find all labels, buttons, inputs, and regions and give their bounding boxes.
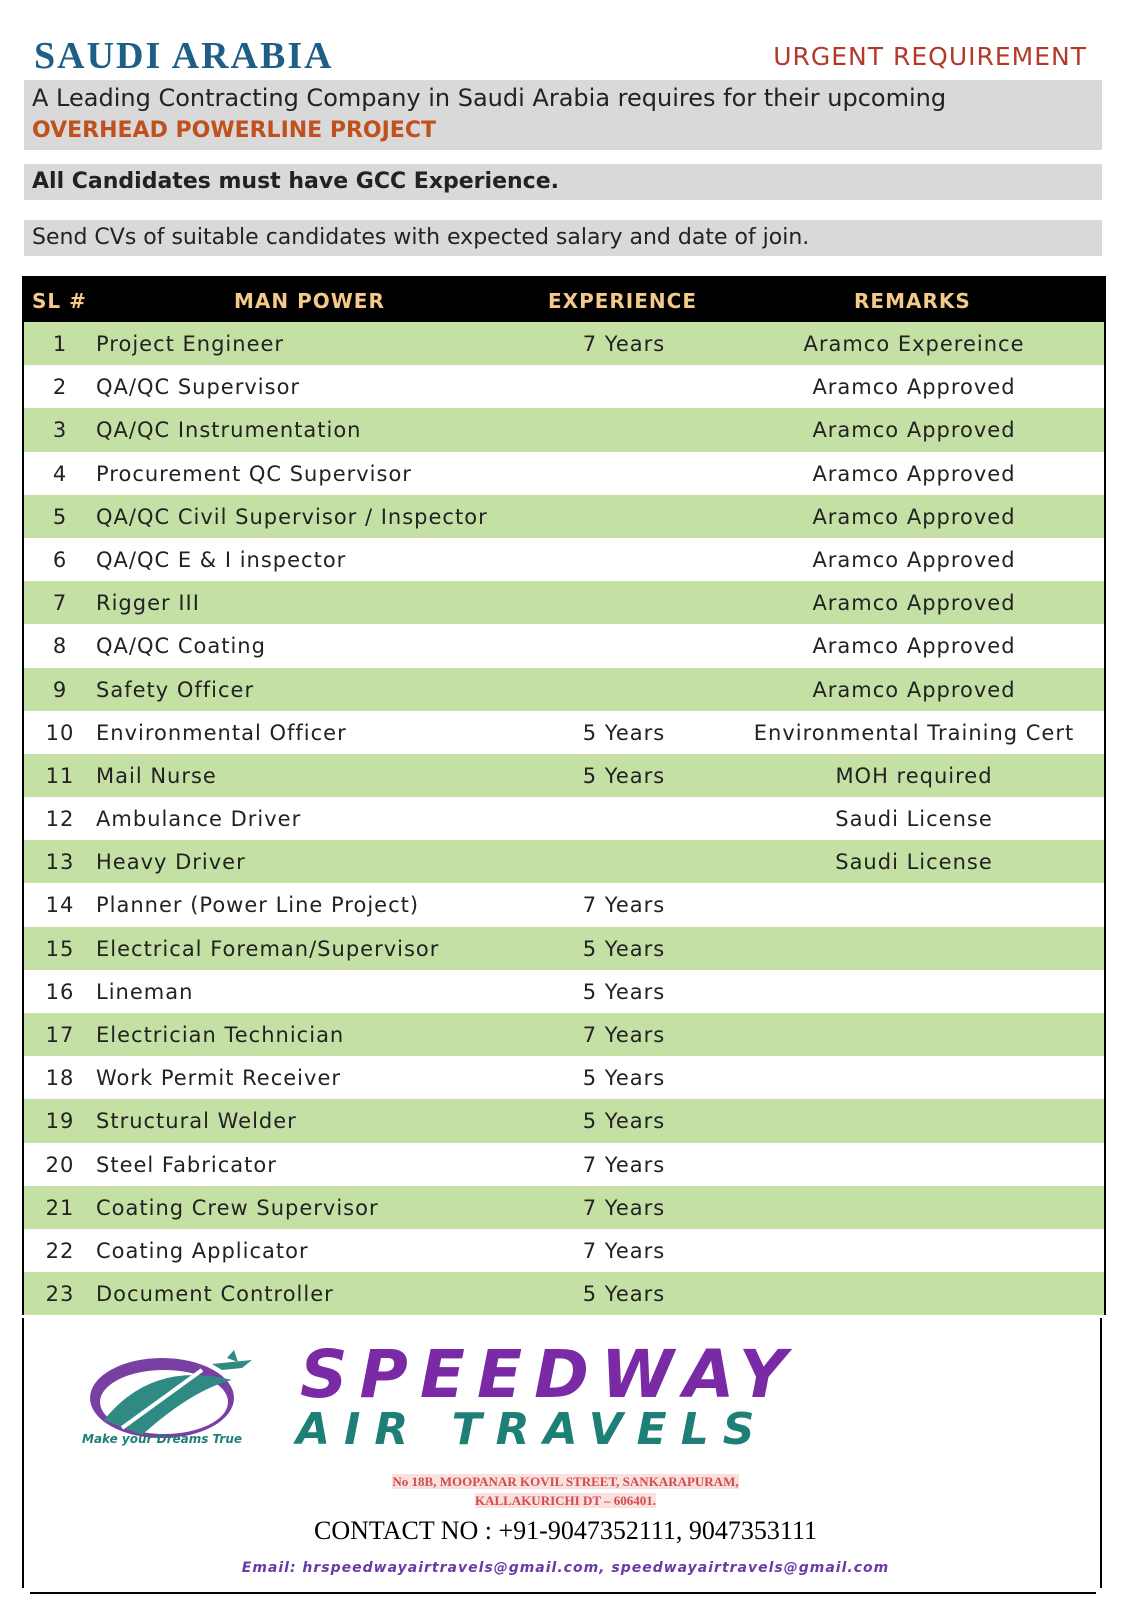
row-position: QA/QC Supervisor (96, 375, 301, 400)
email-addresses[interactable]: Email: hrspeedwayairtravels@gmail.com, speedwayairtravels@gmail.com (241, 1560, 890, 1576)
header-man-power: MAN POWER (234, 289, 385, 313)
row-position: Coating Crew Supervisor (96, 1195, 379, 1220)
row-experience: 7 Years (582, 893, 666, 918)
row-position: Planner (Power Line Project) (96, 893, 420, 918)
contact-numbers: CONTACT NO : +91-9047352111, 9047353111 (314, 1516, 817, 1545)
urgent-label: URGENT REQUIREMENT (773, 42, 1087, 71)
table-row (24, 452, 1104, 495)
row-position: QA/QC E & I inspector (96, 547, 347, 572)
intro-band (24, 80, 1102, 150)
row-sl: 20 (45, 1152, 75, 1177)
frame-right-border (1100, 1318, 1102, 1588)
row-sl: 14 (45, 893, 75, 918)
row-experience: 7 Years (582, 1023, 666, 1047)
row-position: Coating Applicator (96, 1238, 309, 1263)
row-experience: 5 Years (582, 979, 666, 1004)
table-header (24, 278, 1104, 322)
table-row (24, 1056, 1104, 1099)
row-sl: 7 (52, 591, 68, 616)
table-row (24, 408, 1104, 451)
row-remarks: Aramco Approved (812, 677, 1016, 702)
row-position: Electrical Foreman/Supervisor (96, 936, 440, 961)
gcc-notice-band (24, 164, 1102, 200)
row-sl: 18 (45, 1066, 75, 1091)
table-body (24, 322, 1104, 1315)
table-row (24, 1186, 1104, 1229)
row-experience: 7 Years (582, 1152, 666, 1177)
row-experience: 7 Years (582, 1238, 666, 1263)
address-text-1: No 18B, MOOPANAR KOVIL STREET, SANKARAPURAM, (392, 1474, 739, 1489)
row-position: Steel Fabricator (96, 1152, 277, 1177)
table-row (24, 538, 1104, 581)
row-position: Lineman (96, 979, 194, 1004)
row-remarks: Aramco Approved (812, 547, 1016, 572)
row-sl: 8 (52, 634, 68, 659)
row-position: Rigger III (96, 591, 200, 616)
send-cv-notice: Send CVs of suitable candidates with expected salary and date of join. (32, 225, 810, 250)
requirements-table (22, 276, 1106, 1315)
row-remarks: Saudi License (835, 850, 993, 875)
row-experience: 5 Years (582, 763, 666, 788)
table-row (24, 668, 1104, 711)
address-text-2: KALLAKURICHI DT – 606401. (474, 1493, 657, 1508)
gcc-notice: All Candidates must have GCC Experience. (32, 169, 559, 194)
intro-text: A Leading Contracting Company in Saudi Arabia requires for their upcoming (32, 84, 947, 112)
table-row (24, 1272, 1104, 1315)
table-row (24, 1143, 1104, 1186)
row-remarks: Aramco Approved (812, 634, 1016, 659)
table-row (24, 754, 1104, 797)
row-sl: 19 (45, 1109, 75, 1134)
table-row (24, 840, 1104, 883)
table-row (24, 883, 1104, 926)
row-position: QA/QC Instrumentation (96, 418, 362, 443)
row-sl: 1 (52, 332, 68, 356)
table-row (24, 711, 1104, 754)
row-remarks: Aramco Expereince (803, 332, 1025, 356)
table-row (24, 365, 1104, 408)
table-row (24, 1099, 1104, 1142)
row-experience: 5 Years (582, 936, 666, 961)
table-row (24, 322, 1104, 365)
row-remarks: Aramco Approved (812, 591, 1016, 616)
table-row (24, 581, 1104, 624)
row-position: Environmental Officer (96, 720, 347, 745)
row-remarks: MOH required (835, 763, 993, 788)
row-position: Mail Nurse (96, 763, 217, 788)
row-sl: 6 (52, 547, 68, 572)
bottom-rule (30, 1592, 1096, 1594)
table-row (24, 970, 1104, 1013)
row-experience: 7 Years (582, 1195, 666, 1220)
row-position: Project Engineer (96, 332, 285, 356)
header-sl: SL # (32, 289, 87, 313)
row-position: Procurement QC Supervisor (96, 461, 412, 486)
company-name-primary: SPEEDWAY (300, 1336, 799, 1413)
row-position: Heavy Driver (96, 850, 246, 875)
row-position: Safety Officer (96, 677, 255, 702)
address-line-2 (0, 1493, 1131, 1509)
row-experience: 5 Years (582, 1282, 666, 1307)
table-row (24, 927, 1104, 970)
table-row (24, 797, 1104, 840)
row-position: QA/QC Coating (96, 634, 266, 659)
row-experience: 5 Years (582, 1066, 666, 1091)
row-remarks: Aramco Approved (812, 461, 1016, 486)
send-cv-band (24, 220, 1102, 256)
row-sl: 12 (45, 807, 75, 832)
row-experience: 7 Years (582, 332, 666, 356)
address-line-1 (0, 1474, 1131, 1490)
row-sl: 21 (45, 1195, 75, 1220)
row-position: Document Controller (96, 1282, 334, 1307)
table-row (24, 1013, 1104, 1056)
row-sl: 23 (45, 1282, 75, 1307)
row-experience: 5 Years (582, 720, 666, 745)
company-tagline: Make your Dreams True (82, 1432, 243, 1446)
row-sl: 13 (45, 850, 75, 875)
table-row (24, 1229, 1104, 1272)
row-sl: 15 (45, 936, 75, 961)
row-sl: 16 (45, 979, 75, 1004)
table-row (24, 624, 1104, 667)
company-name-secondary: AIR TRAVELS (296, 1404, 769, 1455)
header-remarks: REMARKS (854, 289, 971, 313)
row-position: QA/QC Civil Supervisor / Inspector (96, 504, 488, 529)
row-position: Electrician Technician (96, 1023, 345, 1047)
row-sl: 10 (45, 720, 75, 745)
row-sl: 5 (52, 504, 68, 529)
row-sl: 3 (52, 418, 68, 443)
row-position: Work Permit Receiver (96, 1066, 342, 1091)
row-position: Structural Welder (96, 1109, 297, 1134)
page-title: SAUDI ARABIA (34, 35, 334, 77)
row-remarks: Aramco Approved (812, 504, 1016, 529)
row-sl: 9 (52, 677, 68, 702)
row-remarks: Aramco Approved (812, 375, 1016, 400)
row-remarks: Saudi License (835, 807, 993, 832)
header-experience: EXPERIENCE (548, 289, 697, 313)
project-name: OVERHEAD POWERLINE PROJECT (32, 118, 436, 143)
table-row (24, 495, 1104, 538)
frame-left-border (22, 1318, 24, 1588)
row-sl: 17 (45, 1023, 75, 1047)
row-experience: 5 Years (582, 1109, 666, 1134)
row-position: Ambulance Driver (96, 807, 302, 832)
row-sl: 2 (52, 375, 68, 400)
row-sl: 11 (45, 763, 75, 788)
row-sl: 22 (45, 1238, 75, 1263)
row-sl: 4 (52, 461, 68, 486)
row-remarks: Aramco Approved (812, 418, 1016, 443)
row-remarks: Environmental Training Cert (753, 720, 1075, 745)
